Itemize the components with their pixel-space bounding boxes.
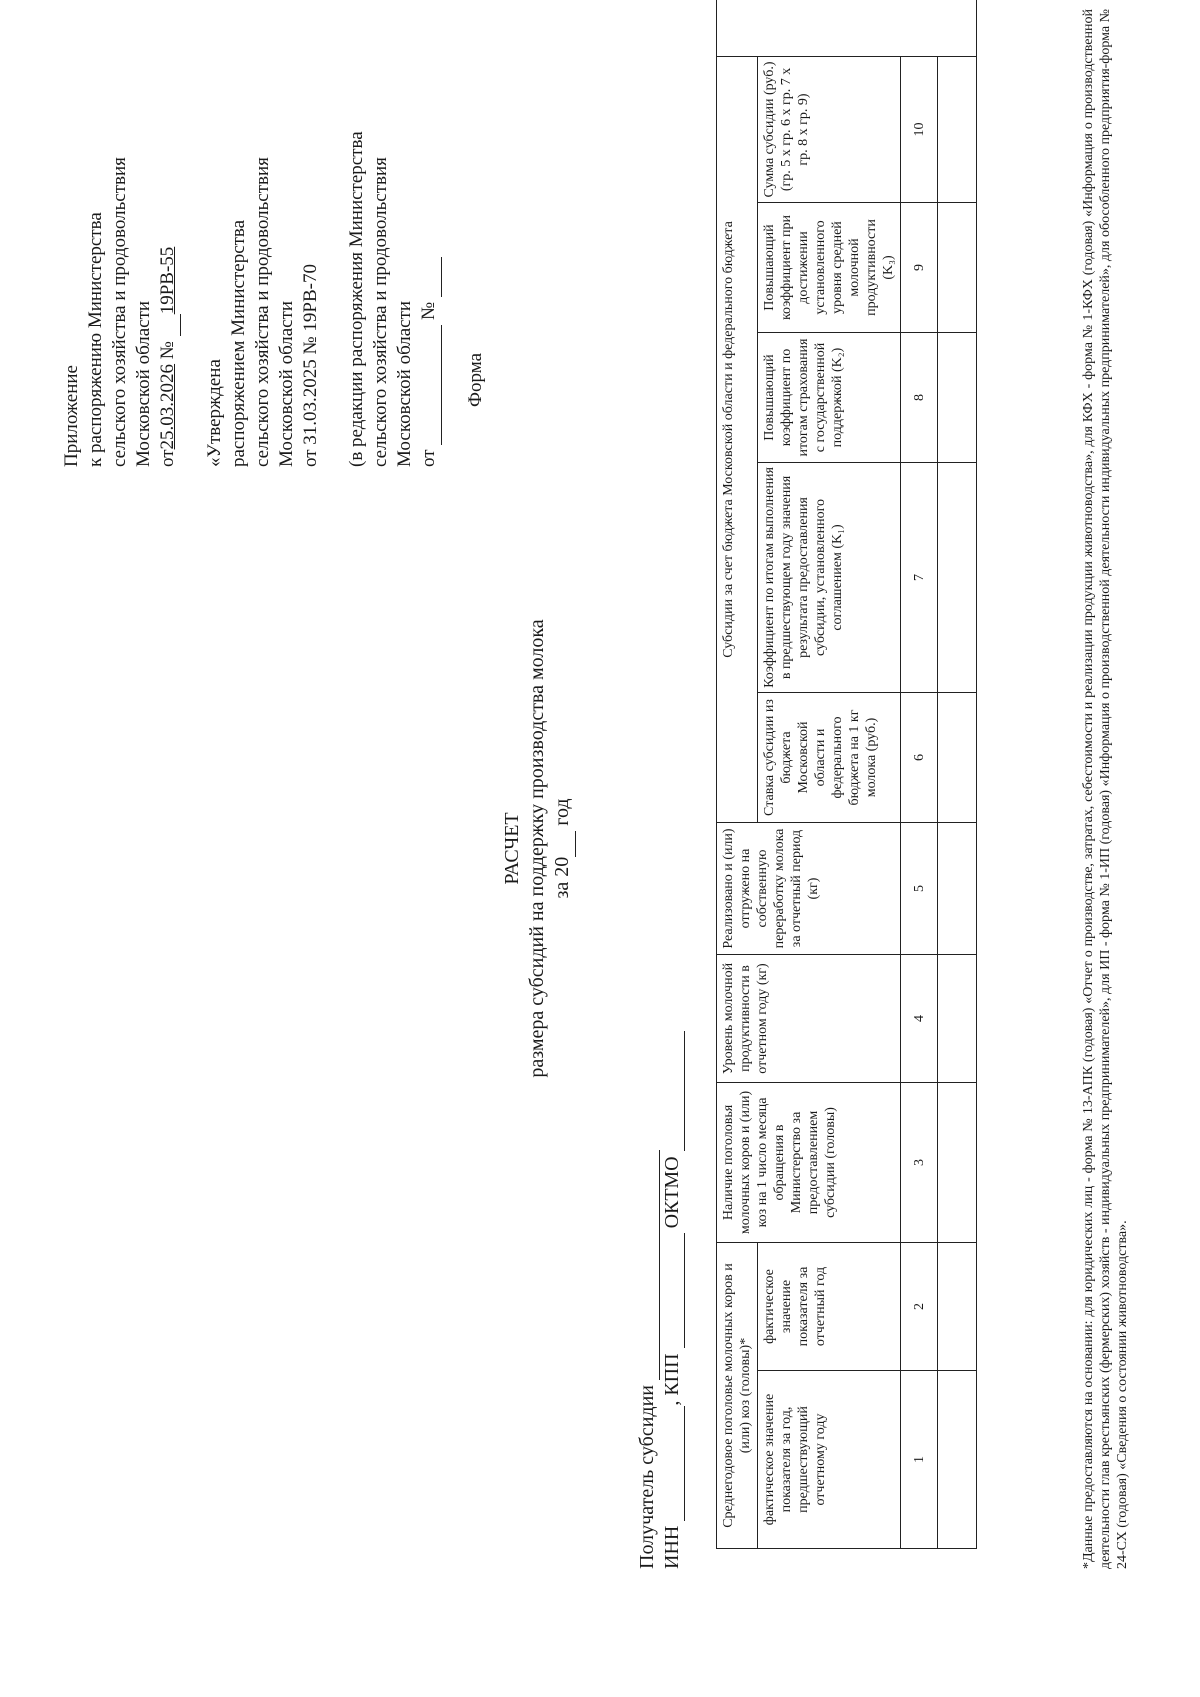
kpp-label: , КПП <box>661 1353 683 1406</box>
header-avg-livestock: Среднегодовое поголовье молочных коров и (или) коз (головы)* <box>717 1243 758 1549</box>
header-k3: Повышающий коэффициент при достижении установленного уровня средней молочной продуктивности (K₃) <box>758 203 901 333</box>
column-number: 7 <box>901 463 938 693</box>
column-number: 3 <box>901 1083 938 1243</box>
title-main: РАСЧЕТ <box>501 812 523 885</box>
table-cell <box>938 1083 977 1243</box>
approved-line: от 31.03.2025 № 19РВ-70 <box>300 264 321 467</box>
recipient-label-line <box>635 1031 660 1569</box>
revision-line: (в редакции распоряжения Министерства <box>346 131 367 467</box>
approval-block <box>60 7 488 467</box>
approved-line: Московской области <box>276 300 297 467</box>
table-cell <box>938 955 977 1083</box>
column-number: 8 <box>901 333 938 463</box>
table-cell <box>938 56 977 202</box>
form-label: Форма <box>465 352 486 407</box>
document-title <box>500 0 576 1697</box>
subsidy-calculation-table <box>716 0 977 1549</box>
approved-line: сельского хозяйства и продовольствия <box>252 157 273 467</box>
header-milk-sold: Реализовано и (или) отгружено на собственную переработку молока за отчетный период (кг) <box>717 823 901 955</box>
appendix-date-line <box>156 7 181 467</box>
appendix-line: к распоряжению Министерства <box>85 212 106 467</box>
approved-line: «Утверждена <box>204 359 225 467</box>
header-k2: Повышающий коэффициент по итогам страхования с государственной поддержкой (K₂) <box>758 333 901 463</box>
footnote: *Данные предоставляются на основании: для юридических лиц - форма № 13-АПК (годовая) «Отчет о производстве, затратах, себестоимости и реализации продукции животноводства», для КФХ - форма № 1-КФХ (годовая) «Информация о производственной деятельности глав крестьянских (фермерских) хозяйств - индивидуальных предпринимателей», для ИП - форма № 1-ИП (годовая) «Информация о производственной деятельности индивидуальных предпринимателей», для обособленного предприятия-форма № 24-СХ (годовая) «Сведения о состоянии животноводства». <box>1081 9 1130 1569</box>
recipient-label: Получатель субсидии <box>636 1385 658 1569</box>
header-livestock-stock: Наличие поголовья молочных коров и (или) коз на 1 число месяца обращения в Министерство за предоставлением субсидии (головы) <box>717 1083 901 1243</box>
order-number: 19РВ-55 <box>157 246 178 315</box>
table-cell <box>938 203 977 333</box>
header-k1: Коэффициент по итогам выполнения в предшествующем году значения результата предоставления субсидии, установленного соглашением (K₁) <box>758 463 901 693</box>
column-number: 10 <box>901 56 938 202</box>
column-number: 2 <box>901 1243 938 1371</box>
table-cell <box>938 823 977 955</box>
appendix-line: Московской области <box>133 300 154 467</box>
appendix-line: Приложение <box>61 365 82 467</box>
table-cell <box>938 1371 977 1549</box>
column-number: 4 <box>901 955 938 1083</box>
table-cell <box>938 333 977 463</box>
recipient-codes-line <box>660 1031 685 1569</box>
header-productivity: Уровень молочной продуктивности в отчетном году (кг) <box>717 955 901 1083</box>
revision-line: сельского хозяйства и продовольствия <box>370 157 391 467</box>
revision-date-line <box>417 7 442 467</box>
number-label: № <box>157 341 178 360</box>
order-date: 25.03.2026 <box>157 363 178 450</box>
appendix-line: сельского хозяйства и продовольствия <box>109 157 130 467</box>
approved-line: распоряжением Министерства <box>228 219 249 467</box>
column-number: 1 <box>901 1371 938 1549</box>
revision-date-prefix: от <box>418 449 439 467</box>
extra-column <box>717 0 977 56</box>
header-subsidy-sum: Сумма субсидии (руб.) (гр. 5 х гр. 6 х гр. 7 х гр. 8 х гр. 9) <box>758 56 901 202</box>
column-number: 5 <box>901 823 938 955</box>
revision-number-label: № <box>418 301 439 320</box>
recipient-block <box>635 1031 685 1569</box>
table-cell <box>938 1243 977 1371</box>
header-subsidy-group: Субсидии за счет бюджета Московской области и федерального бюджета <box>717 56 758 822</box>
header-subsidy-rate: Ставка субсидии из бюджета Московской области и федерального бюджета на 1 кг молока (руб.) <box>758 693 901 823</box>
date-prefix: от <box>157 449 178 467</box>
column-number: 6 <box>901 693 938 823</box>
revision-line: Московской области <box>394 300 415 467</box>
table-cell <box>938 463 977 693</box>
title-year: за 20 год <box>550 0 576 1697</box>
oktmo-label: ОКТМО <box>661 1156 683 1229</box>
header-avg-report-year: фактическое значение показателя за отчетный год <box>758 1243 901 1371</box>
header-avg-prev-year: фактическое значение показателя за год, предшествующий отчетному году <box>758 1371 901 1549</box>
inn-label: ИНН <box>661 1525 683 1569</box>
title-subtitle: размера субсидий на поддержку производства молока <box>526 619 548 1078</box>
table-cell <box>938 693 977 823</box>
column-number: 9 <box>901 203 938 333</box>
